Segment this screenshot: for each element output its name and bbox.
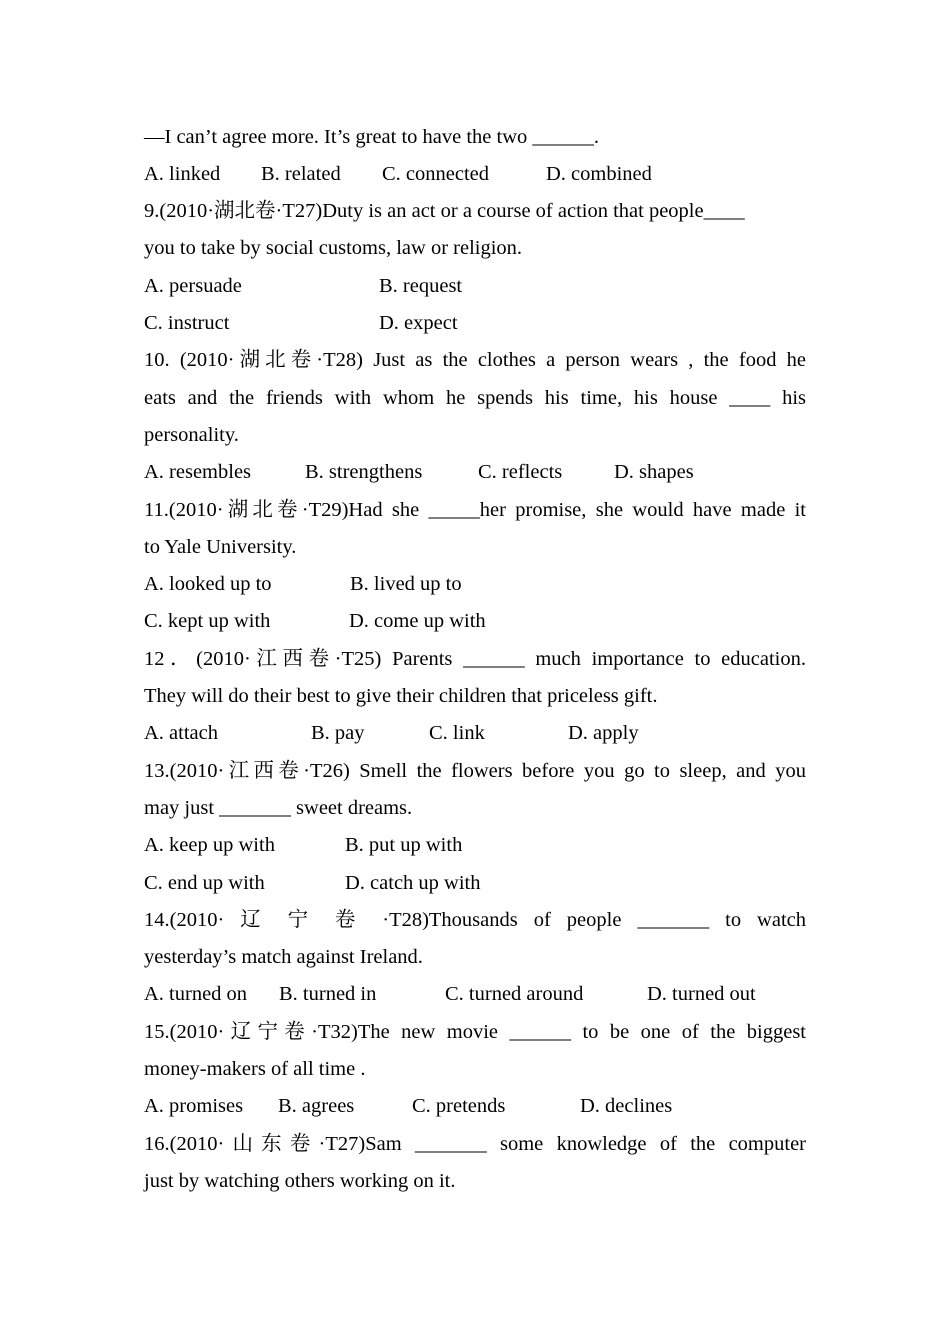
option-b: B. request [379, 275, 463, 297]
option-c: C. kept up with [144, 610, 271, 632]
question-text: —I can’t agree more. It’s great to have the two ______. [144, 126, 600, 148]
question-text: 9.(2010·湖北卷·T27)Duty is an act or a course of action that people____ [144, 200, 745, 222]
option-c: C. pretends [412, 1095, 506, 1117]
option-d: D. apply [568, 722, 639, 744]
option-a: A. attach [144, 722, 218, 744]
option-b: B. pay [311, 722, 365, 744]
question-text: 16.(2010·山东卷·T27)Sam _______ some knowledge of the computer [144, 1133, 806, 1155]
option-b: B. strengthens [305, 461, 423, 483]
option-d: D. expect [379, 312, 458, 334]
option-c: C. turned around [445, 983, 584, 1005]
question-text: just by watching others working on it. [144, 1170, 456, 1192]
option-d: D. turned out [647, 983, 756, 1005]
option-b: B. put up with [345, 834, 463, 856]
options-row [144, 1094, 806, 1238]
option-c: C. link [429, 722, 485, 744]
question-text: 15.(2010·辽宁卷·T32)The new movie ______ to be one of the biggest [144, 1021, 806, 1043]
option-a: A. promises [144, 1095, 244, 1117]
option-a: A. looked up to [144, 573, 272, 595]
question-text: 13.(2010·江西卷·T26) Smell the flowers before you go to sleep, and you [144, 760, 806, 782]
question-text: to Yale University. [144, 536, 297, 558]
option-a: A. linked [144, 163, 221, 185]
option-c: C. connected [382, 163, 490, 185]
question-text: 11.(2010·湖北卷·T29)Had she _____her promise, she would have made it [144, 499, 806, 521]
option-b: B. turned in [279, 983, 377, 1005]
option-d: D. combined [546, 163, 652, 185]
option-d: D. catch up with [345, 872, 481, 894]
option-a: A. keep up with [144, 834, 275, 856]
option-d: D. shapes [614, 461, 694, 483]
option-a: A. persuade [144, 275, 242, 297]
question-text: eats and the friends with whom he spends his time, his house ____ his [144, 387, 806, 409]
option-c: C. end up with [144, 872, 265, 894]
option-b: B. agrees [278, 1095, 355, 1117]
option-b: B. lived up to [350, 573, 462, 595]
question-text: money-makers of all time . [144, 1058, 366, 1080]
question-text: personality. [144, 424, 239, 446]
option-c: C. reflects [478, 461, 563, 483]
option-d: D. come up with [349, 610, 486, 632]
question-text: yesterday’s match against Ireland. [144, 946, 423, 968]
option-a: A. turned on [144, 983, 248, 1005]
option-b: B. related [261, 163, 341, 185]
question-text: 10. (2010·湖北卷·T28) Just as the clothes a person wears , the food he [144, 349, 806, 371]
question-text: 14.(2010· 辽 宁 卷 ·T28)Thousands of people _______ to watch [144, 909, 806, 931]
option-a: A. resembles [144, 461, 252, 483]
question-text: may just _______ sweet dreams. [144, 797, 413, 819]
question-text: They will do their best to give their children that priceless gift. [144, 685, 658, 707]
option-c: C. instruct [144, 312, 230, 334]
question-text: you to take by social customs, law or religion. [144, 237, 523, 259]
option-d: D. declines [580, 1095, 673, 1117]
question-text: 12．(2010·江西卷·T25) Parents ______ much importance to education. [144, 648, 806, 670]
